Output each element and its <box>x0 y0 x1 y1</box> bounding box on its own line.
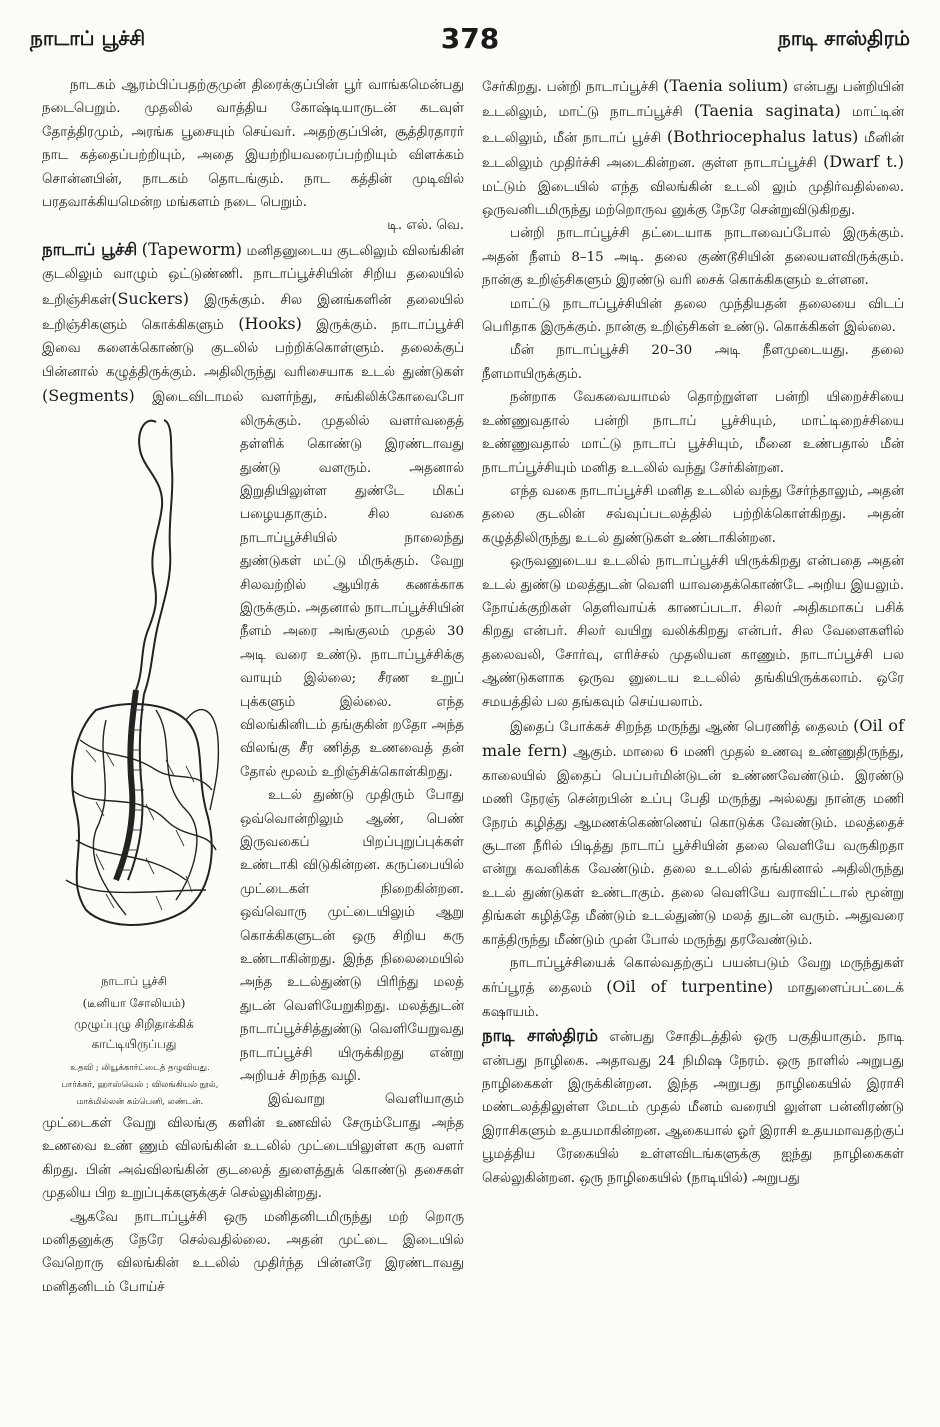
figure-caption-title: நாடாப் பூச்சி <box>101 973 167 988</box>
left-column-flow <box>42 74 464 1299</box>
fish-tapeworm-paragraph: மீன் நாடாப்பூச்சி 20–30 அடி நீளமுடையது. தலை நீளமாயிருக்கும். <box>482 343 904 382</box>
entry-heading-english: (Tapeworm) <box>141 239 243 259</box>
figure-caption-note: முழுப்புழு சிறிதாக்கிக் காட்டியிருப்பது <box>74 1016 194 1051</box>
treatment-paragraph: இதைப் போக்கச் சிறந்த மருந்து ஆண் பெரணித் தைலம் (Oil of male fern) ஆகும். மாலை 6 மணி முதல் உணவு உண்ணுதிருந்து, காலையில் இதைப் பெப்பர்மின்டுடன் உண்ணவேண்டும். இரண்டு மணி நேரஞ் சென்றபின் உப்பு பேதி மருந்து அல்லது நான்கு மணி நேரம் கழித்து ஆமணக்கெண்ணெய் கொடுக்க வேண்டும். மலத்தைச் சூடான நீரில் பிடித்து நாடாப் பூச்சியின் தலை வெளியே வருகிறதா என்று கவனிக்க வேண்டும். தலை உடலில் தங்கினால் அதிலிருந்து உடல் துண்டுகள் உண்டாகும். தலை வெளியே வராவிட்டால் மூன்று திங்கள் கழித்தே மீண்டும் உடல்துண்டு மலத் துடன் வரும். அதுவரை காத்திருந்து மீண்டும் முன் போல் மருந்து தரவேண்டும். <box>482 715 905 948</box>
nadi-sastram-paragraph: நாடி சாஸ்திரம் என்பது சோதிடத்தில் ஒரு பகுதியாகும். நாடி என்பது நாழிகை. அதாவது 24 நிமிஷ நேரம். ஒரு நாளில் அறுபது நாழிகைகள் இருக்கின்றன. இந்த அறுபது நாழிகையில் இராசி மண்டலத்திலுள்ள மேடம் முதல் மீனம் வரையி லுள்ள பன்னிரண்டு இராசிகளும் உதயமாகின்றன. ஆகையால் ஓர் இராசி உதயமாவதற்குப் பூமத்திய ரேகையில் உள்ளவிடங்களுக்கு ஐந்து நாழிகைகள் செல்லுகின்றன. ஒரு நாழிகையில் (நாடியில்) அறுபது <box>482 1026 904 1186</box>
figure-credit-line1: உதவி ; லியூக்கார்ட்டைத் தழுவியது. <box>70 1062 210 1073</box>
tapeworm-figure <box>36 410 232 1111</box>
other-medicines-paragraph: நாடாப்பூச்சியைக் கொல்வதற்குப் பயன்படும் வேறு மருந்துகள் கர்ப்பூரத் தைலம் (Oil of turpentine) மாதுளைப்பட்டைக் கஷாயம். <box>482 956 904 1020</box>
paragraph-text: நாடகம் ஆரம்பிப்பதற்குமுன் திரைக்குப்பின் பூர் வாங்கமென்பது நடைபெறும். முதலில் வாத்திய கோஷ்டியாருடன் கடவுள் தோத்திரமும், அரங்க பூசையும் செய்வர். அதற்குப்பின், சூத்திரதாரர் நாட கத்தைப்பற்றியும், அதை இயற்றியவரைப்பற்றியும் விளக்கம் சொன்னபின், நாடகம் தொடங்கும். நாட கத்தின் முடிவில் பரதவாக்கியமென்ற மங்களம் நடை பெறும். <box>42 78 464 211</box>
species-paragraph: சேர்கிறது. பன்றி நாடாப்பூச்சி (Taenia solium) என்பது பன்றியின் உடலிலும், மாட்டு நாடாப்பூச்சி (Taenia saginata) மாட்டின் உடலிலும், மீன் நாடாப் பூச்சி (Bothriocephalus latus) மீனின் உடலிலும் முதிர்ச்சி அடைகின்றன. குள்ள நாடாப்பூச்சி (Dwarf t.) மட்டும் இடையில் எந்த விலங்கின் உடலி லும் முதிர்வதில்லை. ஒருவனிடமிருந்து மற்றொருவ னுக்கு நேரே சென்றுவிடுகிறது. <box>482 76 905 219</box>
entry-heading-nadi: நாடி சாஸ்திரம் <box>482 1026 598 1046</box>
tapeworm-intro-paragraph: நாடாப் பூச்சி (Tapeworm) மனிதனுடைய குடலிலும் விலங்கின் குடலிலும் வாழும் ஒட்டுண்ணி. நாடாப்பூச்சியின் சிறிய தலையில் உறிஞ்சிகள்(Suckers) இருக்கும். சில இனங்களின் தலையில் உறிஞ்சிகளும் கொக்கிகளும் (Hooks) இருக்கும். நாடாப்பூச்சி இவை களைக்கொண்டு குடலில் பற்றிக்கொள்ளும். தலைக்குப் பின்னால் கழுத்திருக்கும். அதிலிருந்து வரிசையாக உடல் துண்டுகள் (Segments) இடைவிடாமல் வளர்ந்து, சங்கிலிக்கோவைபோ லிருக்கும். முதலில் நாடாப் பூச்சி (டீனியா சோலியம்) முழுப்புழு சிறிதாக்கிக் காட்டியிருப்பது உதவி ; லியூக்கார்ட்டைத் தழுவியது. பார்க்கர், ஹாஸ்வெல் ; விலங்கியல் நூல், மாக்மில்லன் கம்பெனி, லண்டன். வளர்வதைத் தள்ளிக் கொண்டு இரண்டாவது துண்டு வளரும். அதனால் இறுதியிலுள்ள துண்டே மிகப் பழையதாகும். சில வகை நாடாப்பூச்சியில் நாலைந்து துண்டுகள் மட்டு மிருக்கும். வேறு சிலவற்றில் ஆயிரக் கணக்காக இருக்கும். அதனால் நாடாப்பூச்சியின் நீளம் அரை அங்குலம் முதல் 30 அடி வரை உண்டு. நாடாப்பூச்சிக்கு வாயும் இல்லை; சீரண உறுப் புக்களும் இல்லை. எந்த விலங்கினிடம் தங்குகின் றதோ அந்த விலங்கு சீர ணித்த உணவைத் தன் தோல் மூலம் உறிஞ்சிக்கொள்கிறது. <box>42 238 464 784</box>
pork-tapeworm-paragraph: பன்றி நாடாப்பூச்சி தட்டையாக நாடாவைப்போல் இருக்கும். அதன் நீளம் 8–15 அடி. தலை குண்டூசியின் தலையளவிருக்கும். நான்கு உறிஞ்சிகளும் இரண்டு வரி சைக் கொக்கிகளும் உள்ளன. <box>482 226 904 289</box>
page-number: 378 <box>440 22 500 55</box>
running-head-left: நாடாப் பூச்சி <box>30 26 146 50</box>
transmission-paragraph: ஆகவே நாடாப்பூச்சி ஒரு மனிதனிடமிருந்து மற் றொரு மனிதனுக்கு நேரே செல்வதில்லை. அதன் முட்டை இடையில் வேறொரு விலங்கின் உடலில் முதிர்ந்த பின்னரே இரண்டாவது மனிதனிடம் போய்ச் <box>42 1209 464 1295</box>
natakam-paragraph <box>42 74 464 238</box>
beef-tapeworm-paragraph: மாட்டு நாடாப்பூச்சியின் தலை முந்தியதன் தலையை விடப் பெரிதாக இருக்கும். நான்கு உறிஞ்சிகள் உண்டு. கொக்கிகள் இல்லை. <box>482 296 904 336</box>
reproduction-paragraph: உடல் துண்டு முதிரும் போது ஒவ்வொன்றிலும் ஆண், பெண் இருவகைப் பிறப்புறுப்புக்கள் உண்டாகி விடுகின்றன. கருப்பையில் முட்டைகள் நிறைகின்றன. ஒவ்வொரு முட்டையிலும் ஆறு கொக்கிகளுடன் ஒரு சிறிய கரு உண்டாகின்றது. இந்த நிலைமையில் அந்த உடல்துண்டு பிரிந்து மலத் துடன் வெளியேறுகிறது. மலத்துடன் நாடாப்பூச்சித்துண்டு வெளியேறுவது நாடாப்பூச்சி யிருக்கிறது என்று அறியச் சிறந்த வழி. <box>240 788 464 1085</box>
figure-credit-line2: பார்க்கர், ஹாஸ்வெல் ; விலங்கியல் நூல், மாக்மில்லன் கம்பெனி, லண்டன். <box>61 1079 219 1107</box>
infection-paragraph: நன்றாக வேகவையாமல் தொற்றுள்ள பன்றி யிறைச்சியை உண்ணுவதால் பன்றி நாடாப் பூச்சியும், மாட்டிறைச்சியை உண்ணுவதால் மாட்டு நாடாப் பூச்சியும், மீனை உண்பதால் மீன் நாடாப்பூச்சியும் மனித உடலில் வந்து சேர்கின்றன. <box>482 390 904 476</box>
tapeworm-illustration <box>36 410 228 970</box>
right-column <box>482 74 904 1190</box>
page-header <box>30 22 910 66</box>
figure-caption-species: (டீனியா சோலியம்) <box>82 995 186 1010</box>
eggs-paragraph: இவ்வாறு வெளியாகும் முட்டைகள் வேறு விலங்கு களின் உணவில் சேரும்போது அந்த உணவை உண் ணும் விலங்கின் உடலில் முட்டையிலுள்ள கரு வளர் கிறது. பின் அவ்விலங்கின் குடலைத் துளைத்துக் கொண்டு தசைகள் முதலிய பிற உறுப்புக்களுக்குச் செல்லுகின்றது. <box>42 1092 464 1202</box>
running-head-right: நாடி சாஸ்திரம் <box>778 26 910 50</box>
figure-credit <box>36 1060 232 1111</box>
author-signature: டி. எல். வெ. <box>387 218 464 234</box>
attachment-paragraph: எந்த வகை நாடாப்பூச்சி மனித உடலில் வந்து சேர்ந்தாலும், அதன் தலை குடலின் சவ்வுப்படலத்தில் பற்றிக்கொள்கிறது. அதன் கழுத்திலிருந்து உடல் துண்டுகள் உண்டாகின்றன. <box>482 483 904 546</box>
symptoms-paragraph: ஒருவனுடைய உடலில் நாடாப்பூச்சி யிருக்கிறது என்பதை அதன் உடல் துண்டு மலத்துடன் வெளி யாவதைக்கொண்டே அறிய இயலும். நோய்க்குறிகள் தெளிவாய்க் காணப்படா. சிலர் அதிகமாகப் பசிக் கிறது என்பர். சிலர் வயிறு வலிக்கிறது என்பர். சில வேளைகளில் தலைவலி, சோர்வு, எரிச்சல் முதலியன காணும். நாடாப்பூச்சி பல ஆண்டுகளாக ஒருவ னுடைய உடலில் தங்கியிருக்கலாம். ஒரே சமயத்தில் பல தங்கவும் செய்யலாம். <box>482 554 904 710</box>
entry-heading-tapeworm: நாடாப் பூச்சி <box>42 239 138 259</box>
